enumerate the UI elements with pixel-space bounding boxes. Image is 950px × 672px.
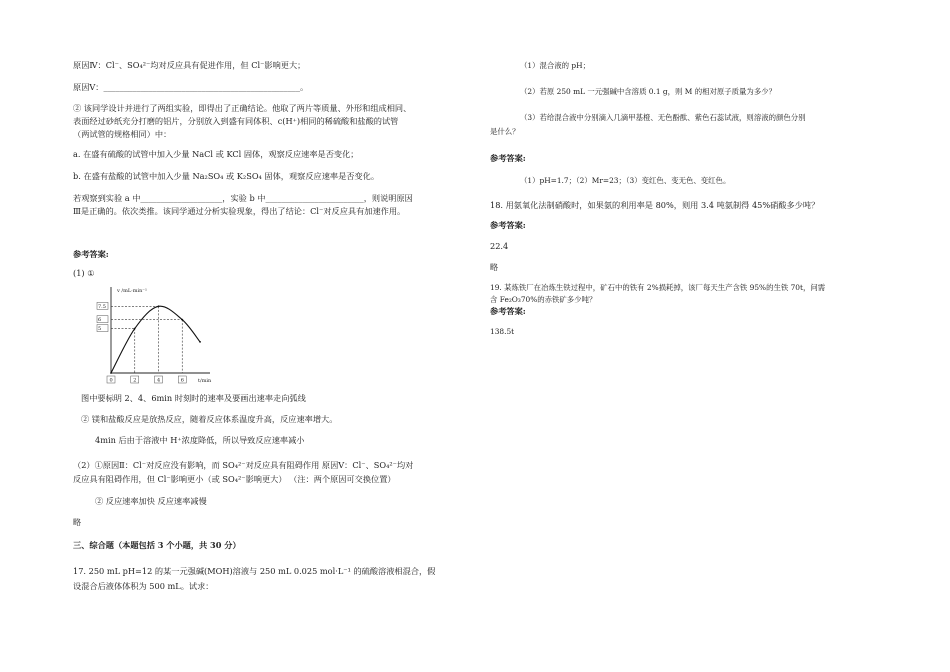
answer-value: 22.4	[490, 241, 509, 251]
text-line: a. 在盛有硫酸的试管中加入少量 NaCl 或 KCl 固体，观察反应速率是否变化；	[73, 149, 359, 159]
y-axis-label: v /mL·min⁻¹	[117, 288, 147, 294]
text-line: 4min 后由于溶液中 H⁺浓度降低，所以导致反应速率减小	[95, 435, 305, 445]
text-line: 反应具有阻碍作用，但 Cl⁻影响更小（或 SO₄²⁻影响更大） （注：两个原因可交换位置）	[73, 474, 396, 484]
question-19-cont: 含 Fe₂O₃70%的赤铁矿多少吨？	[490, 295, 597, 304]
rate-time-chart	[91, 283, 213, 387]
text-line: （1）pH=1.7；（2）Mr=23；（3）变红色、变无色、变红色。	[520, 176, 731, 185]
x-axis-label: t/min	[198, 378, 212, 384]
text-line: 略	[73, 517, 82, 527]
chart-svg	[91, 283, 213, 387]
text-line: ② 反应速率加快 反应速率减慢	[95, 496, 207, 506]
text-line: 原因Ⅴ：________________________________________________。	[73, 82, 309, 92]
data-point	[110, 372, 112, 374]
question-17-cont: 设混合后液体体积为 500 mL。试求：	[73, 581, 214, 591]
answer-heading: 参考答案:	[490, 306, 526, 316]
answer-heading: 参考答案:	[490, 220, 526, 230]
y-tick-label: 7.5	[98, 303, 106, 310]
y-tick-label: 5	[98, 326, 102, 333]
answer-heading: 参考答案:	[73, 249, 109, 259]
text-line: （2）①原因Ⅱ：Cl⁻对反应没有影响，而 SO₄²⁻对反应具有阻碍作用 原因Ⅴ：Cl⁻、SO₄²⁻均对	[73, 460, 414, 470]
x-tick-label: 2	[133, 377, 137, 384]
data-point	[199, 341, 201, 343]
question-19: 19. 某炼铁厂在冶炼生铁过程中，矿石中的铁有 2%损耗掉，该厂每天生产含铁 95%的生铁 70t，问需	[490, 283, 826, 292]
text-line: （两试管的规格相同）中：	[73, 129, 172, 139]
x-tick-label: 6	[180, 377, 184, 384]
text-line: （3）若给混合液中分别滴入几滴甲基橙、无色酚酞、紫色石蕊试液，则溶液的颜色分别	[520, 113, 806, 122]
text-line: ② 镁和盐酸反应是放热反应，随着反应体系温度升高，反应速率增大。	[81, 414, 338, 424]
text-line: 是什么？	[490, 127, 520, 136]
text-line: (1) ①	[73, 268, 95, 278]
text-line: ② 该同学设计并进行了两组实验，即得出了正确结论。他取了两片等质量、外形和组成相同、	[73, 103, 412, 113]
x-tick-label: 0	[109, 377, 113, 384]
data-point	[181, 319, 183, 321]
text-line: （1）混合液的 pH；	[520, 61, 590, 70]
section-heading: 三、综合题（本题包括 3 个小题，共 30 分）	[73, 540, 241, 550]
question-18: 18. 用氨氧化法制硝酸时，如果氨的利用率是 80%，则用 3.4 吨氨制得 45%硝酸多少吨？	[490, 200, 820, 210]
text-line: 若观察到实验 a 中____________________，实验 b 中________________________，则说明原因	[73, 193, 413, 203]
answer-heading: 参考答案:	[490, 153, 526, 163]
text-line: 原因Ⅳ：Cl⁻、SO₄²⁻均对反应具有促进作用，但 Cl⁻影响更大；	[73, 60, 306, 70]
answer-value: 138.5t	[490, 327, 515, 336]
text-line: 表面经过砂纸充分打磨的铝片，分别放入到盛有同体积、c(H⁺)相同的稀硫酸和盐酸的试管	[73, 116, 399, 126]
text-line: 图中要标明 2、4、6min 时刻时的速率及要画出速率走向弧线	[81, 393, 306, 403]
answer-note: 略	[490, 262, 499, 272]
x-tick-label: 4	[157, 377, 161, 384]
text-line: b. 在盛有盐酸的试管中加入少量 Na₂SO₄ 或 K₂SO₄ 固体，观察反应速率是否变化。	[73, 171, 380, 181]
data-point	[134, 328, 136, 330]
data-point	[158, 305, 160, 307]
text-line: （2）若原 250 mL 一元强碱中含溶质 0.1 g，则 M 的相对原子质量为多少？	[520, 87, 776, 96]
text-line: Ⅲ是正确的。依次类推。该同学通过分析实验现象，得出了结论：Cl⁻对反应具有加速作用。	[73, 206, 406, 216]
question-17: 17. 250 mL pH=12 的某一元强碱(MOH)溶液与 250 mL 0.025 mol·L⁻¹ 的硫酸溶液相混合，假	[73, 566, 436, 576]
y-tick-label: 6	[98, 317, 102, 324]
rate-curve	[111, 306, 200, 373]
